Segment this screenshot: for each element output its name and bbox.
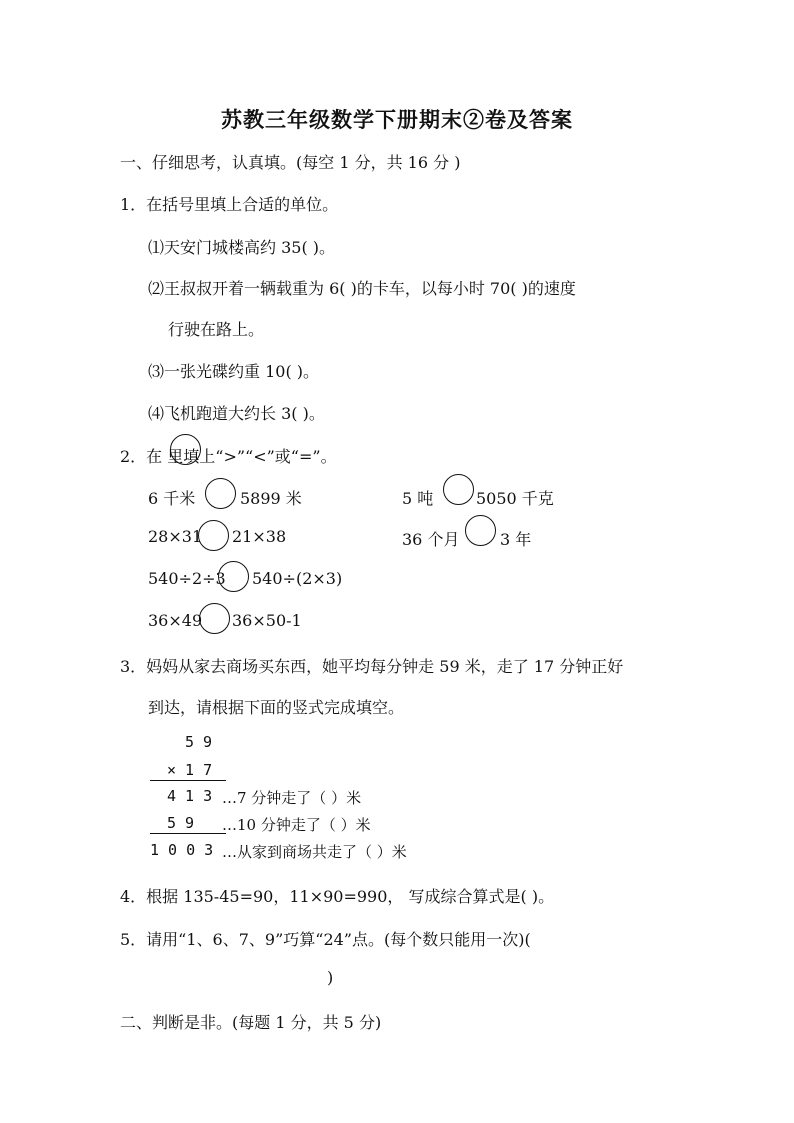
q1-item-1: ⑴天安门城楼高约 35( )。	[148, 238, 336, 257]
q2-b-left: 5 吨	[402, 489, 434, 508]
q2-c-left: 28×31	[148, 527, 203, 546]
q2-c-right: 21×38	[232, 527, 287, 546]
vertical-line-1	[150, 780, 226, 781]
q1-item-4: ⑷飞机跑道大约长 3( )。	[148, 404, 325, 423]
q1-item-2: ⑵王叔叔开着一辆载重为 6( )的卡车，以每小时 70( )的速度	[148, 279, 576, 298]
vertical-line-2	[150, 833, 226, 834]
vertical-row-4-note: …10 分钟走了（ ）米	[222, 816, 371, 834]
q1-item-3: ⑶一张光碟约重 10( )。	[148, 362, 320, 381]
q2-b-right: 5050 千克	[476, 489, 554, 508]
vertical-row-2: × 1 7	[167, 761, 213, 779]
q5-line-2: )	[327, 968, 334, 987]
q3-line-2: 到达，请根据下面的竖式完成填空。	[148, 698, 405, 717]
q4: 4．根据 135-45=90，11×90=990， 写成综合算式是( )。	[120, 887, 555, 906]
q2-e-left: 540÷2÷3	[148, 569, 226, 588]
q3-line-1: 3．妈妈从家去商场买东西，她平均每分钟走 59 米，走了 17 分钟正好	[120, 657, 624, 676]
compare-circle[interactable]	[199, 603, 230, 634]
q2-f-left: 36×49	[148, 611, 203, 630]
vertical-row-4: 5 9	[167, 814, 195, 832]
q5-line-1: 5．请用“1、6、7、9”巧算“24”点。(每个数只能用一次)(	[120, 930, 531, 949]
vertical-row-5: 1 0 0 3	[150, 841, 214, 859]
q2-stem: 2．在 里填上“>”“<”或“=”。	[120, 447, 337, 466]
page-title: 苏教三年级数学下册期末②卷及答案	[221, 107, 573, 132]
q2-a-right: 5899 米	[240, 489, 302, 508]
q2-a-left: 6 千米	[148, 489, 196, 508]
q1-stem: 1．在括号里填上合适的单位。	[120, 195, 339, 214]
section-2-heading: 二、判断是非。(每题 1 分，共 5 分)	[120, 1013, 382, 1032]
q2-f-right: 36×50-1	[232, 611, 302, 630]
compare-circle[interactable]	[443, 474, 474, 505]
section-1-heading: 一、仔细思考，认真填。(每空 1 分，共 16 分 )	[120, 153, 461, 172]
compare-circle[interactable]	[218, 561, 249, 592]
compare-circle[interactable]	[465, 515, 496, 546]
circle-icon	[170, 434, 201, 465]
q2-d-left: 36 个月	[402, 530, 460, 549]
vertical-row-5-note: …从家到商场共走了（ ）米	[222, 843, 407, 861]
q2-d-right: 3 年	[500, 530, 532, 549]
q2-e-right: 540÷(2×3)	[252, 569, 343, 588]
vertical-row-1: 5 9	[185, 733, 213, 751]
vertical-row-3-note: …7 分钟走了（ ）米	[222, 789, 362, 807]
compare-circle[interactable]	[205, 478, 236, 509]
q1-item-2-cont: 行驶在路上。	[168, 320, 265, 339]
vertical-row-3: 4 1 3	[167, 787, 213, 805]
compare-circle[interactable]	[198, 520, 229, 551]
